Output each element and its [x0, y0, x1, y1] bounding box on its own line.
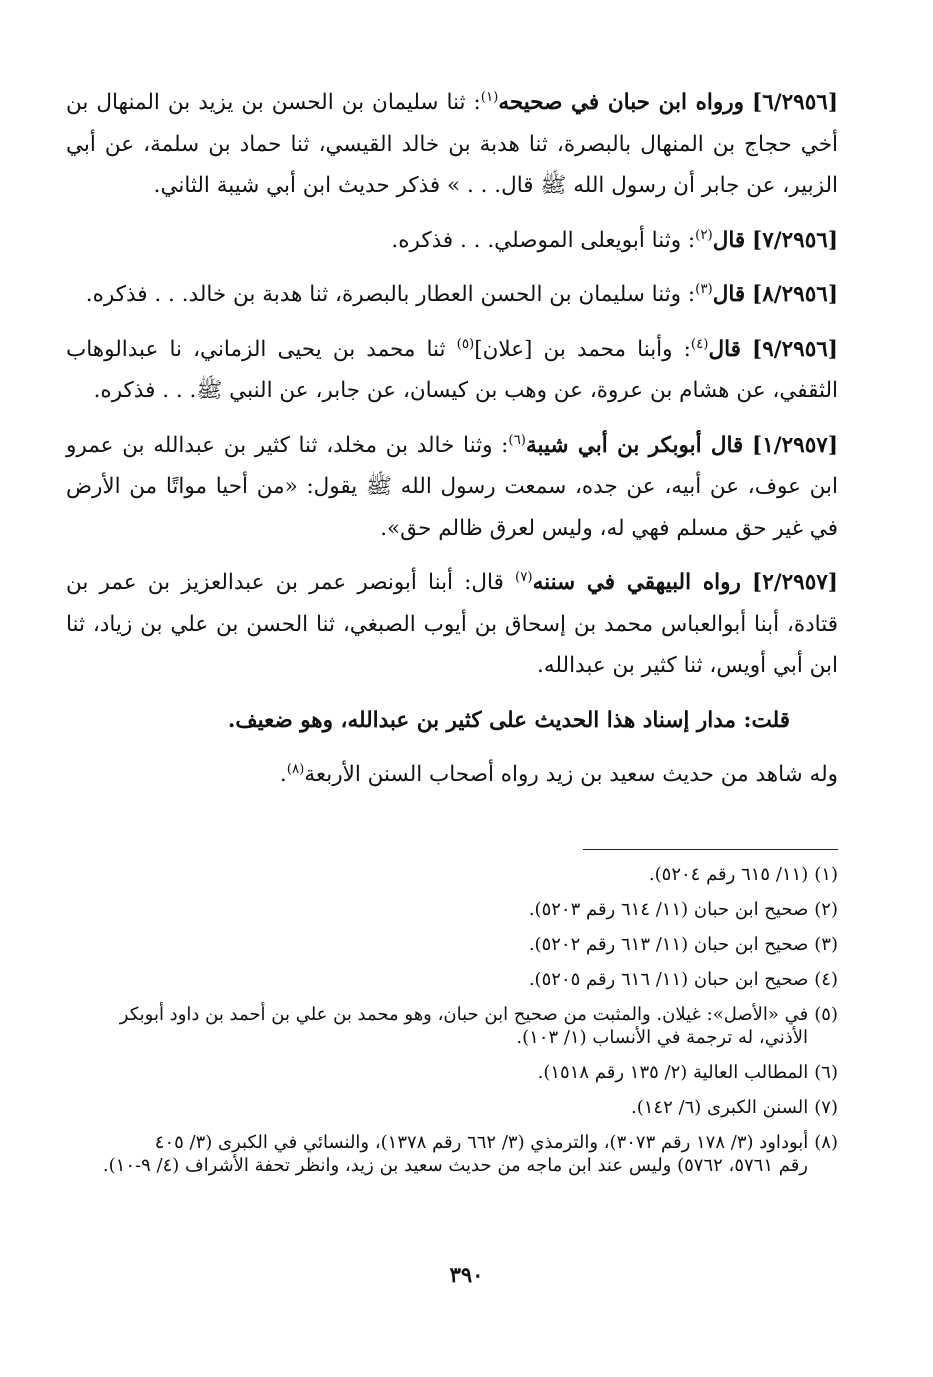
footnote-text: المطالب العالية (٢/ ١٣٥ رقم ١٥١٨). — [537, 1062, 809, 1083]
entry-intro: قال — [708, 336, 741, 362]
entry-3 — [66, 274, 838, 316]
entry-text: : وثنا سليمان بن الحسن العطار بالبصرة، ثنا هدبة بن خالد. . . فذكره. — [85, 282, 696, 307]
footnote-marker[interactable]: (٢) — [695, 227, 713, 243]
footnote-number: (٢) — [814, 899, 838, 920]
footnote-text: أبوداود (٣/ ١٧٨ رقم ٣٠٧٣)، والترمذي (٣/ ٦٦٢ رقم ١٣٧٨)، والنسائي في الكبرى (٣/ ٤٠٥ — [154, 1132, 809, 1153]
editor-comment — [66, 700, 838, 742]
footnote-text: السنن الكبرى (٦/ ١٤٢). — [631, 1097, 809, 1118]
footnote-marker[interactable]: (٥) — [456, 336, 475, 352]
footnote-marker[interactable]: (٤) — [690, 336, 709, 352]
entry-text: : ثنا سليمان بن الحسن بن يزيد بن المنهال بن أخي حجاج بن المنهال بالبصرة، ثنا هدبة بن خالد القيسي، ثنا حماد بن سلمة، عن أبي الزبير، عن جابر أن رسول الله ﷺ قال. . . » فذكر حديث ابن أبي شيبة الثاني. — [66, 90, 838, 198]
entry-intro: ورواه ابن حبان في صحيحه — [498, 90, 745, 115]
footnote-marker[interactable]: (١) — [480, 89, 499, 105]
main-text — [66, 82, 838, 802]
footnote-8 — [66, 1131, 838, 1177]
footnote-number: (٥) — [814, 1004, 838, 1025]
footnote-text: صحيح ابن حبان (١١/ ٦١٣ رقم ٥٢٠٢). — [528, 934, 809, 955]
entry-text: : وثنا خالد بن مخلد، ثنا كثير بن عبدالله بن عمرو ابن عوف، عن أبيه، عن جده، سمعت رسول الله ﷺ يقول: «من أحيا مواتًا من الأرض في غير حق مسلم فهي له، وليس لعرق ظالم حق». — [66, 432, 838, 541]
footnote-marker[interactable]: (٧) — [515, 569, 533, 585]
closing-end: . — [279, 762, 287, 787]
footnote-number: (٤) — [814, 969, 838, 990]
entry-ref: [٨/٢٩٥٦] — [752, 282, 838, 307]
footnote-marker[interactable]: (٣) — [695, 281, 713, 297]
entry-ref: [٧/٢٩٥٦] — [752, 227, 838, 253]
entry-1 — [66, 82, 838, 207]
entry-text: : وأبنا محمد بن [علان] — [474, 336, 691, 362]
footnote-text: في «الأصل»: غيلان. والمثبت من صحيح ابن حبان، وهو محمد بن علي بن أحمد بن داود أبوبكر — [119, 1004, 809, 1025]
footnote-number: (٧) — [814, 1097, 838, 1118]
footnote-text: (١١/ ٦١٥ رقم ٥٢٠٤). — [648, 864, 809, 885]
closing-text: وله شاهد من حديث سعيد بن زيد رواه أصحاب السنن الأربعة — [304, 762, 838, 787]
page-number: ٣٩٠ — [449, 1262, 484, 1287]
entry-2 — [66, 220, 838, 262]
entry-text: : وثنا أبويعلى الموصلي. . . فذكره. — [391, 227, 696, 253]
comment-label: قلت — [751, 707, 790, 733]
comment-text: : مدار إسناد هذا الحديث على كثير بن عبدالله، وهو ضعيف. — [227, 707, 752, 733]
entry-text: قال: أبنا أبونصر عمر بن عبدالعزيز بن عمر بن قتادة، أبنا أبوالعباس محمد بن إسحاق بن أيوب الصبغي، ثنا الحسن بن علي بن زياد، ثنا ابن أبي أويس، ثنا كثير بن عبدالله. — [66, 570, 838, 678]
footnote-continuation: رقم ٥٧٦١، ٥٧٦٢) وليس عند ابن ماجه من حديث سعيد بن زيد، وانظر تحفة الأشراف (٤/ ٩-١٠). — [102, 1155, 808, 1176]
footnote-1 — [66, 863, 838, 886]
entry-ref: [١/٢٩٥٧] — [752, 432, 839, 458]
footnote-continuation: الأذني، له ترجمة في الأنساب (١/ ١٠٣). — [516, 1027, 808, 1048]
entry-ref: [٢/٢٩٥٧] — [752, 570, 838, 595]
footnote-number: (٣) — [814, 934, 838, 955]
footnote-divider — [583, 849, 838, 850]
entry-4 — [66, 329, 838, 412]
footnote-number: (١) — [814, 864, 838, 885]
footnote-number: (٦) — [814, 1062, 838, 1083]
footnote-4 — [66, 968, 838, 991]
entry-ref: [٦/٢٩٥٦] — [752, 90, 838, 115]
footnote-2 — [66, 898, 838, 921]
entry-intro: قال — [712, 282, 746, 307]
footnote-5 — [66, 1003, 838, 1049]
entry-intro: رواه البيهقي في سننه — [532, 570, 741, 595]
entry-5 — [66, 425, 838, 550]
footnote-text: صحيح ابن حبان (١١/ ٦١٤ رقم ٥٢٠٣). — [528, 899, 809, 920]
footnotes — [66, 863, 838, 1189]
entry-6 — [66, 562, 838, 687]
closing-sentence — [66, 754, 838, 796]
footnote-marker[interactable]: (٨) — [286, 761, 305, 777]
footnote-text: صحيح ابن حبان (١١/ ٦١٦ رقم ٥٢٠٥). — [528, 969, 809, 990]
footnote-3 — [66, 933, 838, 956]
entry-ref: [٩/٢٩٥٦] — [752, 336, 838, 362]
entry-text: ثنا محمد بن يحيى الزماني، نا عبدالوهاب الثقفي، عن هشام بن عروة، عن وهب بن كيسان، عن جابر، عن النبي ﷺ. . . فذكره. — [66, 336, 838, 403]
footnote-number: (٨) — [814, 1132, 838, 1153]
footnote-6 — [66, 1061, 838, 1084]
footnote-marker[interactable]: (٦) — [508, 432, 526, 448]
entry-intro: قال — [712, 227, 746, 253]
footnote-7 — [66, 1096, 838, 1119]
entry-intro: قال أبوبكر بن أبي شيبة — [525, 432, 744, 458]
